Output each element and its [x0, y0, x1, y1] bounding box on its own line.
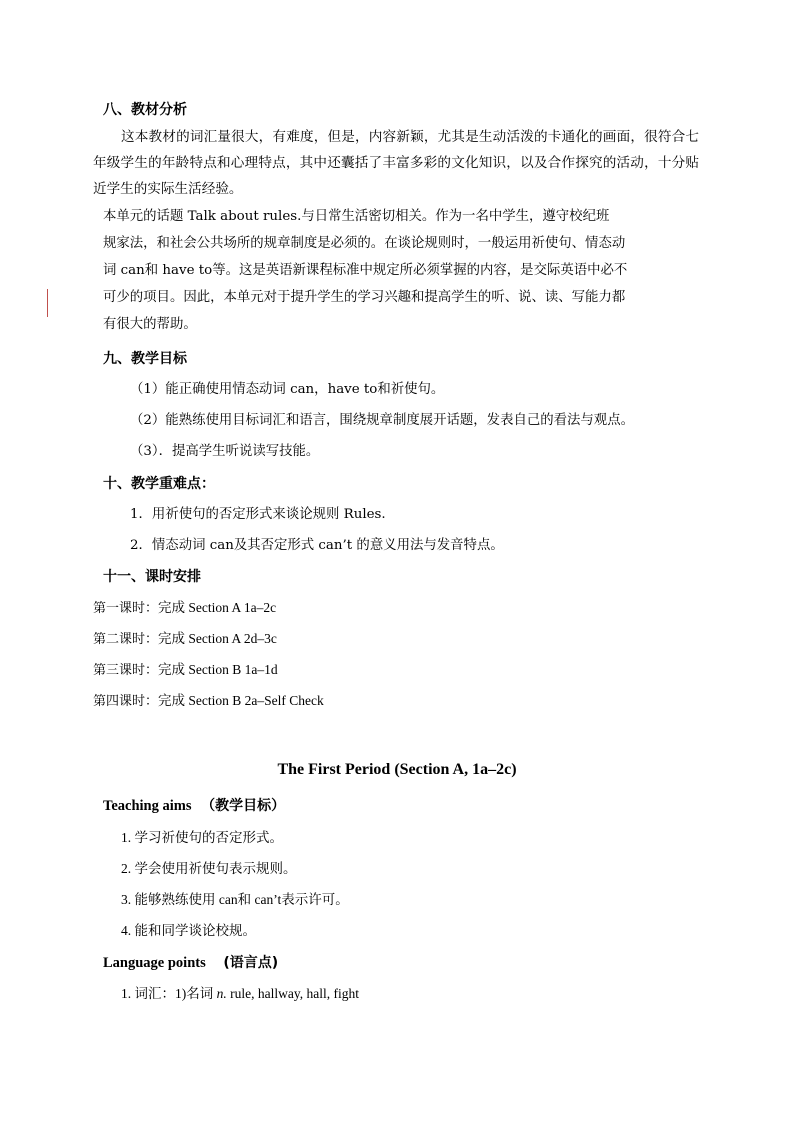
analysis-paragraph-2-line-3: 词 can和 have to等。这是英语新课程标准中规定所必须掌握的内容，是交际英语中必不 — [103, 263, 628, 278]
language-point-item-1 — [121, 985, 359, 1003]
language-points-heading-en: Language points — [103, 955, 206, 971]
analysis-paragraph-2-line-4: 可少的项目。因此，本单元对于提升学生的学习兴趣和提高学生的听、说、读、写能力都 — [103, 290, 626, 305]
language-point-prefix: 1. 词汇：1)名词 — [121, 986, 214, 1001]
teaching-aim-item-2: 2. 学会使用祈使句表示规则。 — [121, 861, 297, 876]
section-heading-analysis: 八、教材分析 — [103, 102, 187, 118]
section-heading-schedule: 十一、课时安排 — [103, 569, 201, 585]
vocabulary-words: rule, hallway, hall, fight — [226, 986, 359, 1001]
section-heading-objectives: 九、教学目标 — [103, 351, 187, 367]
period-label: 第三课时： — [93, 663, 159, 678]
teaching-aims-heading — [103, 797, 285, 815]
period-text: 完成 Section B 2a–Self Check — [158, 693, 324, 708]
schedule-period-4 — [93, 692, 324, 711]
language-points-heading — [103, 954, 278, 972]
analysis-paragraph-2-line-1: 本单元的话题 Talk about rules.与日常生活密切相关。作为一名中学生，遵守校纪班 — [103, 209, 610, 224]
key-point-item-2: 2．情态动词 can及其否定形式 can’t 的意义用法与发音特点。 — [130, 538, 504, 553]
schedule-period-1 — [93, 599, 276, 618]
objective-item-1: （1）能正确使用情态动词 can，have to和祈使句。 — [130, 382, 445, 397]
key-point-item-1: 1．用祈使句的否定形式来谈论规则 Rules. — [130, 507, 386, 522]
period-text: 完成 Section A 2d–3c — [158, 631, 277, 646]
section-heading-key-points: 十、教学重难点： — [103, 476, 215, 492]
analysis-paragraph-1: 这本教材的词汇量很大，有难度，但是，内容新颖，尤其是生动活泼的卡通化的画面，很符合七年级学生的年龄特点和心理特点，其中还囊括了丰富多彩的文化知识，以及合作探究的活动，十分贴近学生的实际生活经验。 — [93, 129, 699, 197]
language-points-heading-cn: (语言点) — [223, 955, 279, 971]
period-label: 第二课时： — [93, 632, 159, 647]
objective-item-2: （2）能熟练使用目标词汇和语言，围绕规章制度展开话题，发表自己的看法与观点。 — [130, 413, 634, 428]
schedule-period-2 — [93, 630, 277, 649]
period-text: 完成 Section B 1a–1d — [158, 662, 278, 677]
teaching-aim-item-4: 4. 能和同学谈论校规。 — [121, 923, 256, 938]
analysis-paragraph-2-line-5: 有很大的帮助。 — [103, 317, 197, 332]
part-of-speech-abbrev: n. — [216, 986, 227, 1001]
period-label: 第四课时： — [93, 694, 159, 709]
period-text: 完成 Section A 1a–2c — [158, 600, 277, 615]
teaching-aims-heading-cn: （教学目标） — [201, 798, 286, 814]
lesson-title: The First Period (Section A, 1a–2c) — [277, 761, 517, 778]
period-label: 第一课时： — [93, 601, 159, 616]
teaching-aims-heading-en: Teaching aims — [103, 798, 192, 814]
objective-item-3: （3）．提高学生听说读写技能。 — [130, 444, 320, 459]
schedule-period-3 — [93, 661, 278, 680]
teaching-aim-item-3: 3. 能够熟练使用 can和 can’t表示许可。 — [121, 892, 349, 907]
teaching-aim-item-1: 1. 学习祈使句的否定形式。 — [121, 830, 283, 845]
analysis-paragraph-2-line-2: 规家法，和社会公共场所的规章制度是必须的。在谈论规则时，一般运用祈使句、情态动 — [103, 236, 626, 251]
revision-margin-mark — [47, 289, 48, 317]
